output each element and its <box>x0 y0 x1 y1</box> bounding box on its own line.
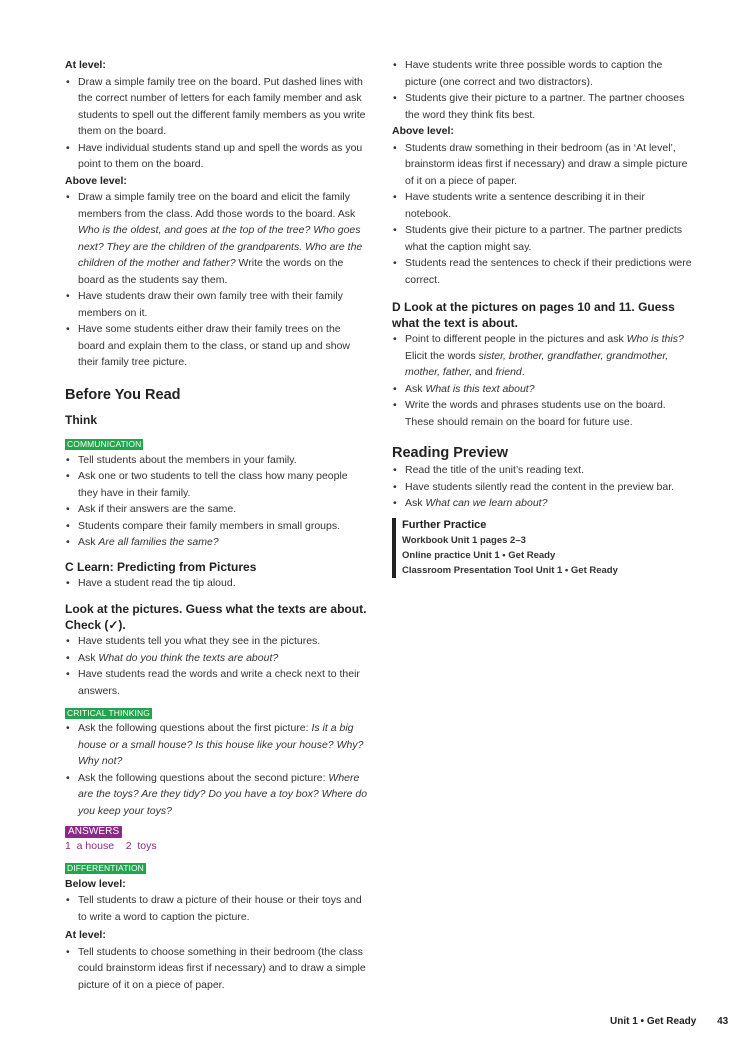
list-item: • Students draw something in their bedroom (as in ‘At level’, brainstorm ideas first if necessary) and draw a simple picture of it on a piece of paper. <box>392 140 692 190</box>
differentiation-tag: DIFFERENTIATION <box>67 862 144 873</box>
page-number: 43 <box>717 1016 729 1027</box>
list-item: • Tell students to choose something in their bedroom (the class could brainstorm ideas first if necessary) and to draw a simple picture of it on a piece of paper. <box>65 944 370 994</box>
at-level-label: At level: <box>65 59 106 71</box>
communication-list <box>65 452 370 551</box>
above-level-list <box>65 189 370 371</box>
list-item: • Students read the sentences to check if their predictions were correct. <box>392 255 692 288</box>
list-item: • Tell students about the members in your family. <box>65 452 370 469</box>
list-item: • Ask Are all families the same? <box>65 534 370 551</box>
list-item: • Have students write a sentence describing it in their notebook. <box>392 189 692 222</box>
list-item: • Have students tell you what they see in the pictures. <box>65 633 370 650</box>
look-heading: Look at the pictures. Guess what the texts are about. Check (✓). <box>65 602 367 632</box>
further-practice-line: Classroom Presentation Tool Unit 1 • Get Ready <box>402 564 618 576</box>
section-c-heading: C Learn: Predicting from Pictures <box>65 559 257 574</box>
list-item: • Ask What do you think the texts are about? <box>65 650 370 667</box>
reading-preview-list <box>392 462 692 512</box>
list-item: • Have students silently read the content in the preview bar. <box>392 479 692 496</box>
list-item: • Ask the following questions about the second picture: Where are the toys? Are they tidy? Do you have a toy box? Where do you keep your toys? <box>65 770 370 820</box>
list-item: • Draw a simple family tree on the board and elicit the family members from the class. Add those words to the board. Ask Who is the oldest, and goes at the top of the tree? Who goes next? They are the children of the grandparents. Who are the children of the mother and father? Write the words on the board as the students say them. <box>65 189 370 288</box>
further-practice-box <box>392 518 692 578</box>
list-item: • Have some students either draw their family trees on the board and explain them to the class, or stand up and show their family tree picture. <box>65 321 370 371</box>
list-item: • Students compare their family members in small groups. <box>65 518 370 535</box>
list-item: • Ask if their answers are the same. <box>65 501 370 518</box>
list-item: • Read the title of the unit’s reading text. <box>392 462 692 479</box>
list-item: • Have individual students stand up and spell the words as you point to them on the board. <box>65 140 370 173</box>
at-level-list <box>65 74 370 173</box>
list-item: • Have students read the words and write a check next to their answers. <box>65 666 370 699</box>
right-column <box>392 57 692 578</box>
page-footer <box>610 1014 730 1031</box>
list-item: • Ask one or two students to tell the class how many people they have in their family. <box>65 468 370 501</box>
look-list <box>65 633 370 699</box>
list-item: • Draw a simple family tree on the board. Put dashed lines with the correct number of letters for each family member and ask students to spell out the different family members as you write them on the board. <box>65 74 370 140</box>
section-d-heading: D Look at the pictures on pages 10 and 11. Guess what the text is about. <box>392 300 675 330</box>
before-you-read-heading: Before You Read <box>65 386 181 403</box>
at-level-label: At level: <box>65 929 106 941</box>
list-item: • Ask What is this text about? <box>392 381 692 398</box>
list-item: • Ask the following questions about the first picture: Is it a big house or a small house? Is this house like your house? Why? Why not? <box>65 720 370 770</box>
further-practice-line: Online practice Unit 1 • Get Ready <box>402 549 556 561</box>
further-practice-line: Workbook Unit 1 pages 2–3 <box>402 534 526 546</box>
caption-list <box>392 57 692 123</box>
list-item: • Ask What can we learn about? <box>392 495 692 512</box>
list-item: • Students give their picture to a partner. The partner predicts what the caption might say. <box>392 222 692 255</box>
section-d-list <box>392 331 692 430</box>
list-item: • Have students draw their own family tree with their family members on it. <box>65 288 370 321</box>
below-level-label: Below level: <box>65 877 126 890</box>
critical-thinking-tag: CRITICAL THINKING <box>67 708 150 718</box>
list-item: • Have a student read the tip aloud. <box>65 575 370 592</box>
communication-tag: COMMUNICATION <box>67 438 142 449</box>
at-level-list <box>65 944 370 994</box>
left-column <box>65 57 370 993</box>
critical-thinking-list <box>65 720 370 819</box>
section-c-list <box>65 575 370 592</box>
further-practice-title: Further Practice <box>402 518 487 531</box>
footer-unit: Unit 1 • Get Ready <box>610 1016 697 1027</box>
think-heading: Think <box>65 412 97 427</box>
list-item: • Students give their picture to a partner. The partner chooses the word they think fits best. <box>392 90 692 123</box>
answers-tag: ANSWERS <box>65 826 122 838</box>
reading-preview-heading: Reading Preview <box>392 445 509 461</box>
above-level-list <box>392 140 692 289</box>
list-item: • Tell students to draw a picture of their house or their toys and to write a word to caption the picture. <box>65 892 370 925</box>
list-item: • Point to different people in the pictures and ask Who is this? Elicit the words sister, brother, grandfather, grandmother, mother, father, and friend. <box>392 331 692 381</box>
above-level-label: Above level: <box>392 125 454 137</box>
list-item: • Have students write three possible words to caption the picture (one correct and two distractors). <box>392 57 692 90</box>
below-level-list <box>65 892 370 925</box>
list-item: • Write the words and phrases students use on the board. These should remain on the board for future use. <box>392 397 692 430</box>
above-level-label: Above level: <box>65 174 127 187</box>
answers-text: 1 a house 2 toys <box>65 840 157 852</box>
